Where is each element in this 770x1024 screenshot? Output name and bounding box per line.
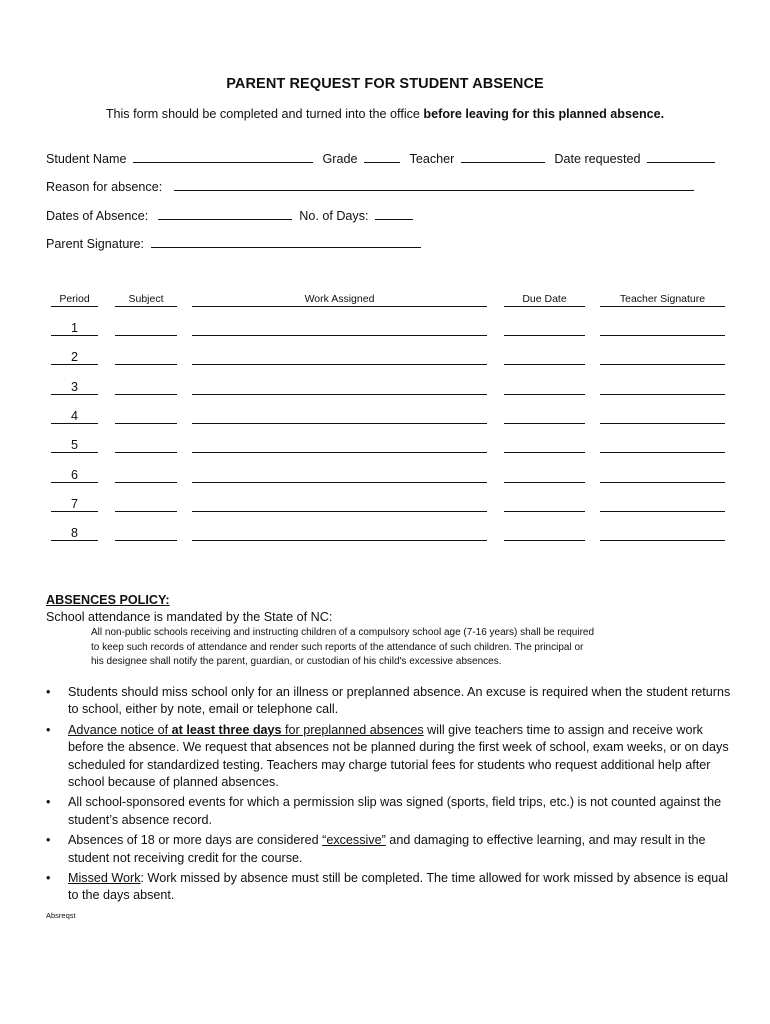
- policy-bullets: [46, 684, 736, 908]
- list-item: [46, 870, 736, 905]
- bullet-icon: •: [46, 722, 51, 737]
- header-work-assigned: Work Assigned: [192, 293, 487, 307]
- policy-subheading: School attendance is mandated by the State of NC:: [46, 610, 333, 624]
- list-item: [46, 832, 736, 867]
- period-cell: 1: [51, 321, 98, 336]
- bullet-underline: for preplanned absences: [281, 722, 424, 737]
- header-subject: Subject: [115, 293, 177, 307]
- field-row-dates: [46, 207, 413, 223]
- no-of-days-label: No. of Days:: [299, 209, 369, 223]
- teacher-signature-cell[interactable]: [600, 438, 725, 453]
- bullet-underline: Advance notice of: [68, 722, 172, 737]
- work-assigned-cell[interactable]: [192, 526, 487, 541]
- bullet-underline: Missed Work: [68, 871, 141, 886]
- period-cell: 7: [51, 497, 98, 512]
- list-item: [46, 684, 736, 719]
- intro-bold: before leaving for this planned absence.: [423, 107, 665, 121]
- grade-label: Grade: [322, 152, 358, 166]
- header-due-date: Due Date: [504, 293, 585, 307]
- work-assigned-cell[interactable]: [192, 468, 487, 483]
- form-title: PARENT REQUEST FOR STUDENT ABSENCE: [226, 76, 544, 92]
- no-of-days-field[interactable]: [375, 207, 413, 220]
- work-assigned-cell[interactable]: [192, 438, 487, 453]
- due-date-cell[interactable]: [504, 497, 585, 512]
- field-row-reason: [46, 178, 694, 194]
- bullet-icon: •: [46, 871, 51, 886]
- subject-cell[interactable]: [115, 526, 177, 541]
- work-assigned-cell[interactable]: [192, 409, 487, 424]
- grade-field[interactable]: [364, 150, 400, 163]
- subject-cell[interactable]: [115, 350, 177, 365]
- parent-signature-field[interactable]: [151, 235, 421, 248]
- due-date-cell[interactable]: [504, 409, 585, 424]
- due-date-cell[interactable]: [504, 438, 585, 453]
- bullet-text: All school-sponsored events for which a permission slip was signed (sports, field trips, etc.) is not counted against the student’s absence record.: [68, 795, 722, 827]
- bullet-text: and damaging to effective learning, and may result in the student not receiving credit for the course.: [68, 833, 706, 865]
- work-assigned-cell[interactable]: [192, 350, 487, 365]
- field-row-student: [46, 150, 715, 166]
- work-assigned-cell[interactable]: [192, 321, 487, 336]
- list-item: [46, 722, 736, 792]
- footer-code: Absreqst: [46, 911, 76, 920]
- due-date-cell[interactable]: [504, 380, 585, 395]
- bullet-text: Absences of 18 or more days are considered: [68, 833, 323, 848]
- period-cell: 2: [51, 350, 98, 365]
- parent-signature-label: Parent Signature:: [46, 237, 145, 251]
- subject-cell[interactable]: [115, 380, 177, 395]
- bullet-text: Students should miss school only for an illness or preplanned absence. An excuse is required when the student returns to school, either by note, email or telephone call.: [68, 685, 731, 717]
- header-teacher-signature: Teacher Signature: [600, 293, 725, 307]
- dates-of-absence-field[interactable]: [158, 207, 292, 220]
- legal-line: to keep such records of attendance and render such reports of the attendance of such children. The principal or: [91, 641, 584, 653]
- bullet-icon: •: [46, 833, 51, 848]
- bullet-icon: •: [46, 795, 51, 810]
- due-date-cell[interactable]: [504, 468, 585, 483]
- reason-field[interactable]: [174, 178, 694, 191]
- subject-cell[interactable]: [115, 468, 177, 483]
- bullet-text: : Work missed by absence must still be completed. The time allowed for work missed by absence is equal to the days absent.: [68, 871, 729, 903]
- student-name-label: Student Name: [46, 152, 127, 166]
- subject-cell[interactable]: [115, 409, 177, 424]
- subject-cell[interactable]: [115, 438, 177, 453]
- period-cell: 6: [51, 468, 98, 483]
- due-date-cell[interactable]: [504, 350, 585, 365]
- subject-cell[interactable]: [115, 497, 177, 512]
- date-requested-label: Date requested: [554, 152, 641, 166]
- dates-of-absence-label: Dates of Absence:: [46, 209, 149, 223]
- period-cell: 3: [51, 380, 98, 395]
- bullet-icon: •: [46, 685, 51, 699]
- intro-text: This form should be completed and turned into the office: [105, 107, 424, 121]
- subject-cell[interactable]: [115, 321, 177, 336]
- list-item: [46, 794, 736, 829]
- field-row-signature: [46, 235, 421, 251]
- policy-heading: ABSENCES POLICY:: [46, 593, 170, 607]
- teacher-field[interactable]: [461, 150, 545, 163]
- period-cell: 8: [51, 526, 98, 541]
- work-assigned-cell[interactable]: [192, 497, 487, 512]
- teacher-label: Teacher: [409, 152, 455, 166]
- student-name-field[interactable]: [133, 150, 313, 163]
- bullet-text: will give teachers time to assign and receive work before the absence. We request that absences not be planned during the first week of school, exam weeks, or on days scheduled for standardized testing. Teachers may charge tutorial fees for students who request additional help after school because of planned absences.: [68, 722, 729, 790]
- period-cell: 4: [51, 409, 98, 424]
- work-assigned-cell[interactable]: [192, 380, 487, 395]
- date-requested-field[interactable]: [647, 150, 715, 163]
- teacher-signature-cell[interactable]: [600, 468, 725, 483]
- header-period: Period: [51, 293, 98, 307]
- teacher-signature-cell[interactable]: [600, 380, 725, 395]
- form-intro: [0, 107, 770, 121]
- teacher-signature-cell[interactable]: [600, 497, 725, 512]
- bullet-bold: at least three days: [171, 722, 282, 737]
- legal-text: [91, 626, 691, 670]
- due-date-cell[interactable]: [504, 526, 585, 541]
- teacher-signature-cell[interactable]: [600, 321, 725, 336]
- teacher-signature-cell[interactable]: [600, 526, 725, 541]
- legal-line: his designee shall notify the parent, guardian, or custodian of his child's excessive absences.: [91, 656, 502, 667]
- legal-line: All non-public schools receiving and instructing children of a compulsory school age (7-16 years) shall be required: [91, 627, 595, 638]
- period-cell: 5: [51, 438, 98, 453]
- teacher-signature-cell[interactable]: [600, 350, 725, 365]
- due-date-cell[interactable]: [504, 321, 585, 336]
- reason-label: Reason for absence:: [46, 180, 163, 194]
- bullet-underline: “excessive”: [322, 833, 386, 848]
- teacher-signature-cell[interactable]: [600, 409, 725, 424]
